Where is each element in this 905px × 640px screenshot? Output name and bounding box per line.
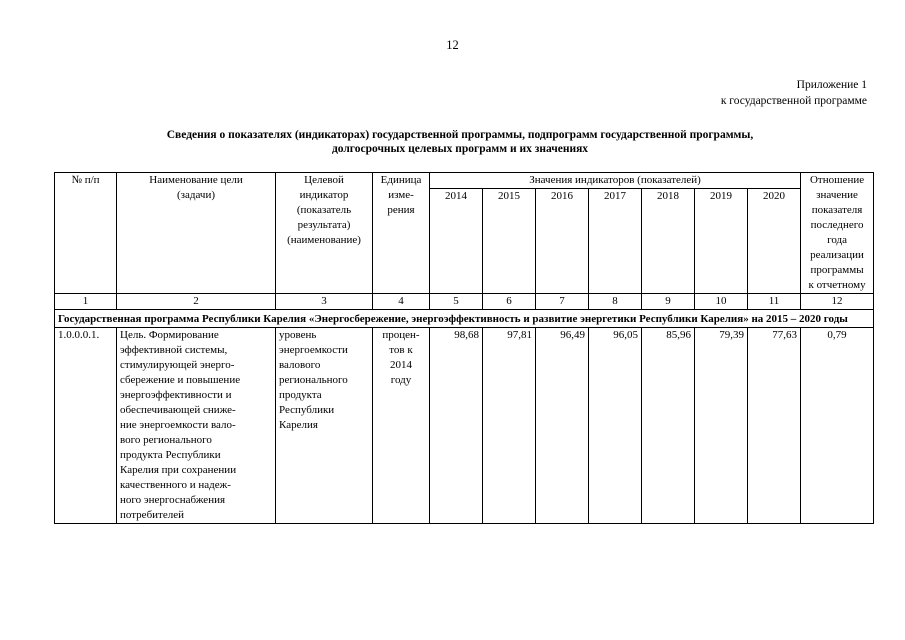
row-unit: процен- тов к 2014 году: [373, 328, 430, 524]
program-title: Государственная программа Республики Карелия «Энергосбережение, энергоэффективность и развитие энергетики Республики Карелия» на 2015 – 2020 годы: [55, 310, 874, 328]
header-row: [55, 173, 874, 189]
column-number: 6: [483, 294, 536, 310]
column-number: 10: [695, 294, 748, 310]
appendix-caption: [721, 77, 867, 109]
header-year: 2018: [642, 189, 695, 294]
column-number: 1: [55, 294, 117, 310]
row-value-2018: 85,96: [642, 328, 695, 524]
title-line-1: Сведения о показателях (индикаторах) государственной программы, подпрограмм государственной программы,: [166, 129, 754, 141]
header-unit: Единица изме- рения: [373, 173, 430, 294]
indicators-table: [54, 172, 874, 524]
header-target-indicator: Целевой индикатор (показатель результата) (наименование): [276, 173, 373, 294]
row-value-2020: 77,63: [748, 328, 801, 524]
table-row: [55, 328, 874, 524]
appendix-line-2: к государственной программе: [720, 95, 867, 107]
row-value-2015: 97,81: [483, 328, 536, 524]
header-goal-name: Наименование цели (задачи): [117, 173, 276, 294]
column-number: 5: [430, 294, 483, 310]
header-ratio: Отношение значение показателя последнего года реализации программы к отчетному: [801, 173, 874, 294]
header-year: 2020: [748, 189, 801, 294]
row-value-2014: 98,68: [430, 328, 483, 524]
header-year: 2016: [536, 189, 589, 294]
program-title-row: [55, 310, 874, 328]
header-year: 2015: [483, 189, 536, 294]
column-number: 7: [536, 294, 589, 310]
column-number: 8: [589, 294, 642, 310]
document-title: [60, 128, 860, 156]
row-ratio: 0,79: [801, 328, 874, 524]
row-value-2019: 79,39: [695, 328, 748, 524]
column-number: 3: [276, 294, 373, 310]
page-number: 12: [446, 38, 459, 52]
row-value-2016: 96,49: [536, 328, 589, 524]
header-values-group: Значения индикаторов (показателей): [430, 173, 801, 189]
header-year: 2017: [589, 189, 642, 294]
row-indicator: уровень энергоемкости валового регионального продукта Республики Карелия: [276, 328, 373, 524]
column-number: 4: [373, 294, 430, 310]
column-number: 12: [801, 294, 874, 310]
row-value-2017: 96,05: [589, 328, 642, 524]
column-numbers-row: [55, 294, 874, 310]
header-year: 2014: [430, 189, 483, 294]
column-number: 9: [642, 294, 695, 310]
column-number: 2: [117, 294, 276, 310]
title-line-2: долгосрочных целевых программ и их значениях: [331, 143, 589, 155]
header-num: № п/п: [55, 173, 117, 294]
row-goal: Цель. Формирование эффективной системы, стимулирующей энерго- сбережение и повышение энергоэффективности и обеспечивающей сниже- ние энергоемкости вало- вого регионального продукта Республики Карелия при сохранении качественного и надеж- ного энергоснабжения потребителей: [117, 328, 276, 524]
column-number: 11: [748, 294, 801, 310]
appendix-line-1: Приложение 1: [796, 79, 867, 91]
row-num: 1.0.0.0.1.: [55, 328, 117, 524]
header-year: 2019: [695, 189, 748, 294]
